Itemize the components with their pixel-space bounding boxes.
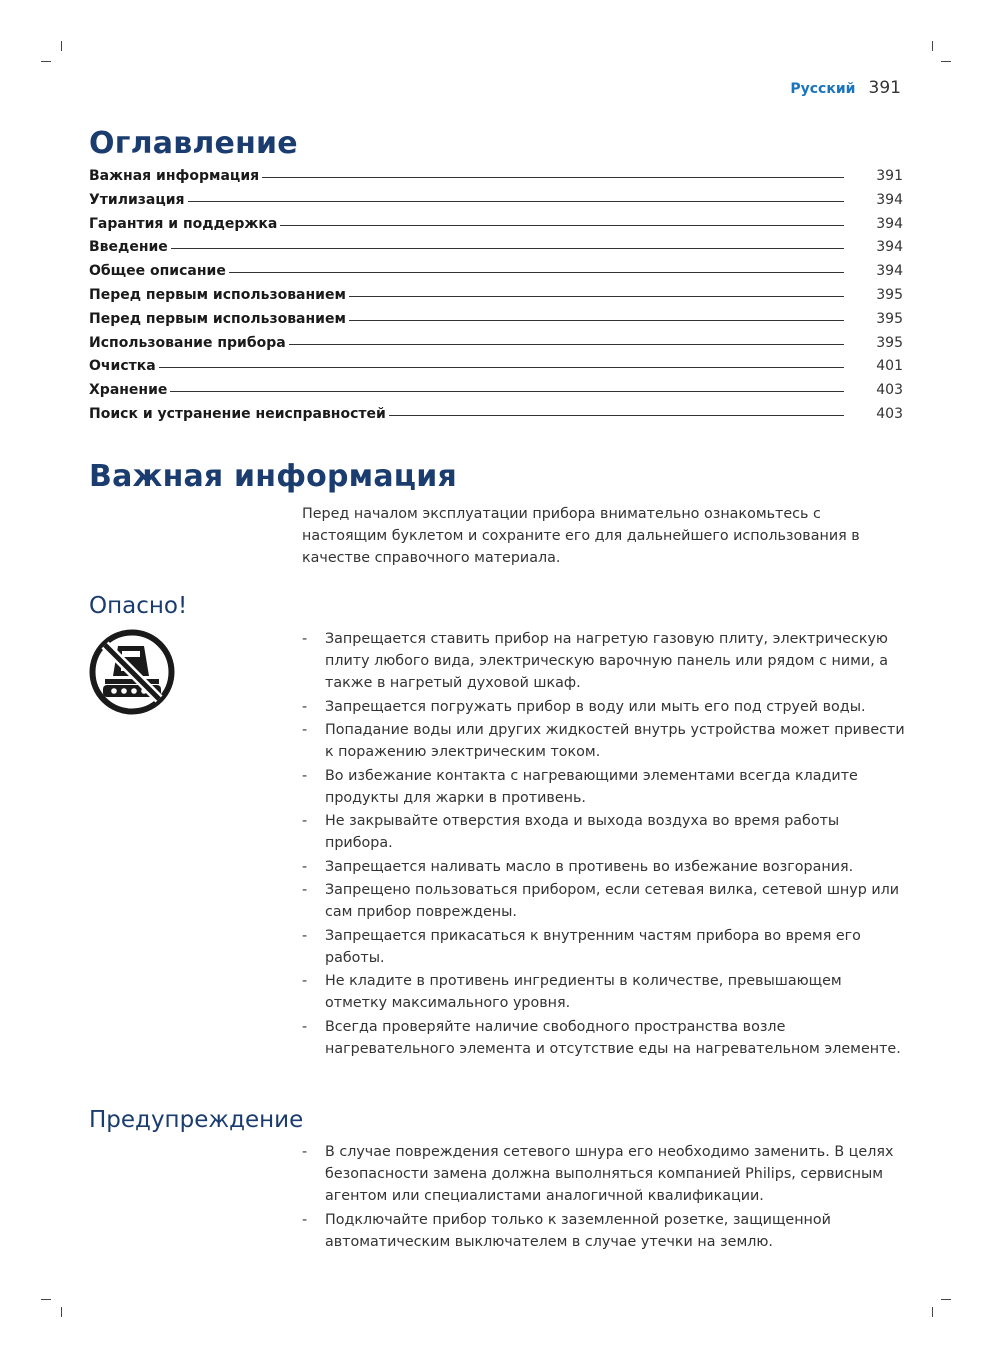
warning-item <box>302 1141 906 1207</box>
toc-entry[interactable] <box>89 406 903 430</box>
danger-item <box>302 696 906 718</box>
toc-entry[interactable] <box>89 382 903 406</box>
no-hot-stove-icon <box>89 628 175 716</box>
toc-leader <box>170 391 844 392</box>
crop-mark <box>932 41 933 51</box>
toc-entry-page: 395 <box>876 310 903 327</box>
toc-entry-page: 394 <box>876 263 903 280</box>
toc-entry-label: Общее описание <box>89 263 226 280</box>
toc-entry-label: Важная информация <box>89 168 260 184</box>
toc-entry-label: Очистка <box>89 358 156 375</box>
crop-mark <box>61 41 62 51</box>
danger-item-text: Попадание воды или других жидкостей внутрь устройства может привести к поражению электрическим током. <box>325 722 905 760</box>
toc-entry-label: Поиск и устранение неисправностей <box>89 405 386 422</box>
danger-item-text: Не кладите в противень ингредиенты в количестве, превышающем отметку максимального уровня. <box>325 973 842 1011</box>
bullet-dash: - <box>302 973 308 989</box>
toc-leader <box>349 320 844 321</box>
toc-entry[interactable] <box>89 311 903 335</box>
danger-item-text: Всегда проверяйте наличие свободного пространства возле нагревательного элемента и отсутствие еды на нагревательном элементе. <box>325 1018 901 1057</box>
crop-mark <box>932 1307 933 1317</box>
bullet-dash: - <box>302 813 308 829</box>
danger-item-text: Запрещается прикасаться к внутренним частям прибора во время его работы. <box>325 927 861 966</box>
toc-leader <box>262 177 844 178</box>
toc-entry-page: 394 <box>876 191 903 208</box>
danger-item-text: Во избежание контакта с нагревающими элементами всегда кладите продукты для жарки в противень. <box>325 767 858 806</box>
toc-entry-label: Гарантия и поддержка <box>89 215 278 232</box>
toc-entry-page: 394 <box>876 239 903 256</box>
toc-entry[interactable] <box>89 287 903 311</box>
danger-item-text: Не закрывайте отверстия входа и выхода воздуха во время работы прибора. <box>325 813 840 851</box>
bullet-dash: - <box>302 722 308 738</box>
toc-leader <box>188 201 844 202</box>
toc-title: Оглавление <box>89 126 298 161</box>
danger-item <box>302 765 906 809</box>
toc-entry-label: Утилизация <box>89 191 185 208</box>
crop-mark <box>941 61 951 62</box>
warning-item-text: В случае повреждения сетевого шнура его необходимо заменить. В целях безопасности замена должна выполняться компанией Philips, сервисным агентом или специалистами аналогичной квалификации. <box>325 1144 894 1204</box>
danger-item-text: Запрещено пользоваться прибором, если сетевая вилка, сетевой шнур или сам прибор повреждены. <box>325 882 900 920</box>
toc-entry-label: Хранение <box>89 382 168 399</box>
danger-item <box>302 628 906 694</box>
toc-entry[interactable] <box>89 358 903 382</box>
bullet-dash: - <box>302 1144 308 1160</box>
toc-leader <box>229 272 844 273</box>
toc-entry[interactable] <box>89 216 903 240</box>
toc-leader <box>171 248 844 249</box>
warning-title: Предупреждение <box>89 1107 304 1133</box>
warning-item <box>302 1209 906 1253</box>
danger-item <box>302 719 906 763</box>
warning-item-text: Подключайте прибор только к заземленной розетке, защищенной автоматическим выключателем в случае утечки на землю. <box>325 1211 831 1250</box>
bullet-dash: - <box>302 698 308 715</box>
bullet-dash: - <box>302 631 308 647</box>
danger-item <box>302 925 906 969</box>
intro-paragraph: Перед началом эксплуатации прибора внимательно ознакомьтесь с настоящим буклетом и сохраните его для дальнейшего использования в качестве справочного материала. <box>302 506 860 566</box>
warning-list <box>302 1141 906 1254</box>
crop-mark <box>41 61 51 62</box>
language-label: Русский <box>790 81 856 97</box>
toc-leader <box>280 225 844 226</box>
toc-entry[interactable] <box>89 239 903 263</box>
toc-entry-label: Перед первым использованием <box>89 310 346 327</box>
crop-mark <box>941 1299 951 1300</box>
toc-entry-page: 391 <box>876 168 903 184</box>
toc-entry-page: 403 <box>876 405 903 422</box>
crop-mark <box>41 1299 51 1300</box>
danger-item-text: Запрещается наливать масло в противень во избежание возгорания. <box>325 858 854 875</box>
bullet-dash: - <box>302 767 308 784</box>
toc-entry-page: 395 <box>876 334 903 351</box>
toc-entry[interactable] <box>89 335 903 359</box>
toc-entry-label: Введение <box>89 239 168 256</box>
toc-entry-page: 395 <box>876 286 903 303</box>
toc-entry[interactable] <box>89 192 903 216</box>
toc-leader <box>289 344 844 345</box>
toc-leader <box>159 367 844 368</box>
toc-leader <box>349 296 844 297</box>
danger-item <box>302 856 906 878</box>
bullet-dash: - <box>302 1018 308 1035</box>
toc-entry[interactable] <box>89 263 903 287</box>
danger-item-text: Запрещается погружать прибор в воду или мыть его под струей воды. <box>325 698 866 715</box>
bullet-dash: - <box>302 882 308 898</box>
danger-item <box>302 810 906 854</box>
danger-title: Опасно! <box>89 593 188 619</box>
table-of-contents <box>89 168 903 430</box>
bullet-dash: - <box>302 1211 308 1228</box>
danger-list <box>302 628 906 1061</box>
toc-entry-label: Перед первым использованием <box>89 286 346 303</box>
important-info-title: Важная информация <box>89 459 457 494</box>
danger-item <box>302 970 906 1014</box>
danger-item-text: Запрещается ставить прибор на нагретую газовую плиту, электрическую плиту любого вида, электрическую варочную панель или рядом с ними, а также в нагретый духовой шкаф. <box>325 631 889 691</box>
danger-item <box>302 879 906 923</box>
toc-leader <box>389 415 844 416</box>
running-header <box>790 78 901 98</box>
toc-entry-label: Использование прибора <box>89 334 286 351</box>
bullet-dash: - <box>302 927 308 944</box>
page-number: 391 <box>868 78 901 98</box>
toc-entry-page: 394 <box>876 215 903 232</box>
toc-entry[interactable] <box>89 168 903 192</box>
bullet-dash: - <box>302 858 308 875</box>
danger-item <box>302 1016 906 1060</box>
toc-entry-page: 403 <box>876 382 903 399</box>
crop-mark <box>61 1307 62 1317</box>
toc-entry-page: 401 <box>876 358 903 375</box>
